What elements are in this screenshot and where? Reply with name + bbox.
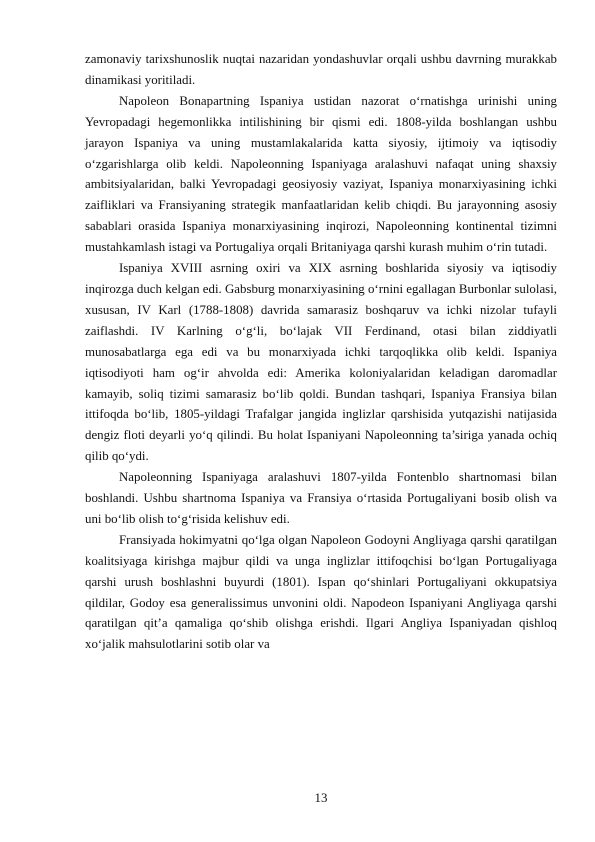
paragraph-napoleon-intervention: Napoleon Bonapartning Ispaniya ustidan nazorat o‘rnatishga urinishi uning Yevropadagi hegemonlikka intilishining bir qismi edi. 1808-yilda boshlangan ushbu jarayon Ispaniya va uning mustamlakalarida katta siyosiy, ijtimoiy va iqtisodiy o‘zgarishlarga olib keldi. Napoleonning Ispaniyaga aralashuvi nafaqat uning shaxsiy ambitsiyalaridan, balki Yevropadagi geosiyosiy vaziyat, Ispaniya monarxiyasining ichki zaifliklari va Fransiyaning strategik manfaatlaridan kelib chiqdi. Bu jarayonning asosiy sabablari orasida Ispaniya monarxiyasining inqirozi, Napoleonning kontinental tizimni mustahkamlash istagi va Portugaliya orqali Britaniyaga qarshi kurash muhim o‘rin tutadi. bbox=[85, 93, 557, 255]
paragraph-continuation: zamonaviy tarixshunoslik nuqtai nazaridan yondashuvlar orqali ushbu davrning murakkab dinamikasi yoritiladi. bbox=[85, 52, 557, 87]
paragraph-godoy-coalition: Fransiyada hokimyatni qo‘lga olgan Napoleon Godoyni Angliyaga qarshi qaratilgan koalitsiyaga kirishga majbur qildi va unga inglizlar ittifoqchisi bo‘lgan Portugaliyaga qarshi urush boshlashni buyurdi (1801). Ispan qo‘shinlari Portugaliyani okkupatsiya qildilar, Godoy esa generalissimus unvonini oldi. Napodeon Ispaniyani Angliyaga qarshi qaratilgan qit’a qamaliga qo‘shib olishga erishdi. Ilgari Angliya Ispaniyadan qishloq xo‘jalik mahsulotlarini sotib olar va bbox=[85, 532, 557, 652]
document-page bbox=[85, 49, 557, 655]
paragraph-fontainebleau-treaty: Napoleonning Ispaniyaga aralashuvi 1807-yilda Fontenblo shartnomasi bilan boshlandi. Ushbu shartnoma Ispaniya va Fransiya o‘rtasida Portugaliyani bosib olish va uni bo‘lib olish to‘g‘risida kelishuv edi. bbox=[85, 470, 557, 526]
paragraph-spain-crisis: Ispaniya XVIII asrning oxiri va XIX asrning boshlarida siyosiy va iqtisodiy inqirozga duch kelgan edi. Gabsburg monarxiyasining o‘rnini egallagan Burbonlar sulolasi, xususan, IV Karl (1788-1808) davrida samarasiz boshqaruv va ichki nizolar tufayli zaiflashdi. IV Karlning o‘g‘li, bo‘lajak VII Ferdinand, otasi bilan ziddiyatli munosabatlarga ega edi va bu monarxiyada ichki tarqoqlikka olib keldi. Ispaniya iqtisodiyoti ham og‘ir ahvolda edi: Amerika koloniyalaridan keladigan daromadlar kamayib, soliq tizimi samarasiz bo‘lib qoldi. Bundan tashqari, Ispaniya Fransiya bilan ittifoqda bo‘lib, 1805-yildagi Trafalgar jangida inglizlar qarshisida yutqazishi natijasida dengiz floti deyarli yo‘q qilindi. Bu holat Ispaniyani Napoleonning ta’siriga yanada ochiq qilib qo‘ydi. bbox=[85, 261, 557, 464]
page-number: 13 bbox=[314, 791, 328, 805]
